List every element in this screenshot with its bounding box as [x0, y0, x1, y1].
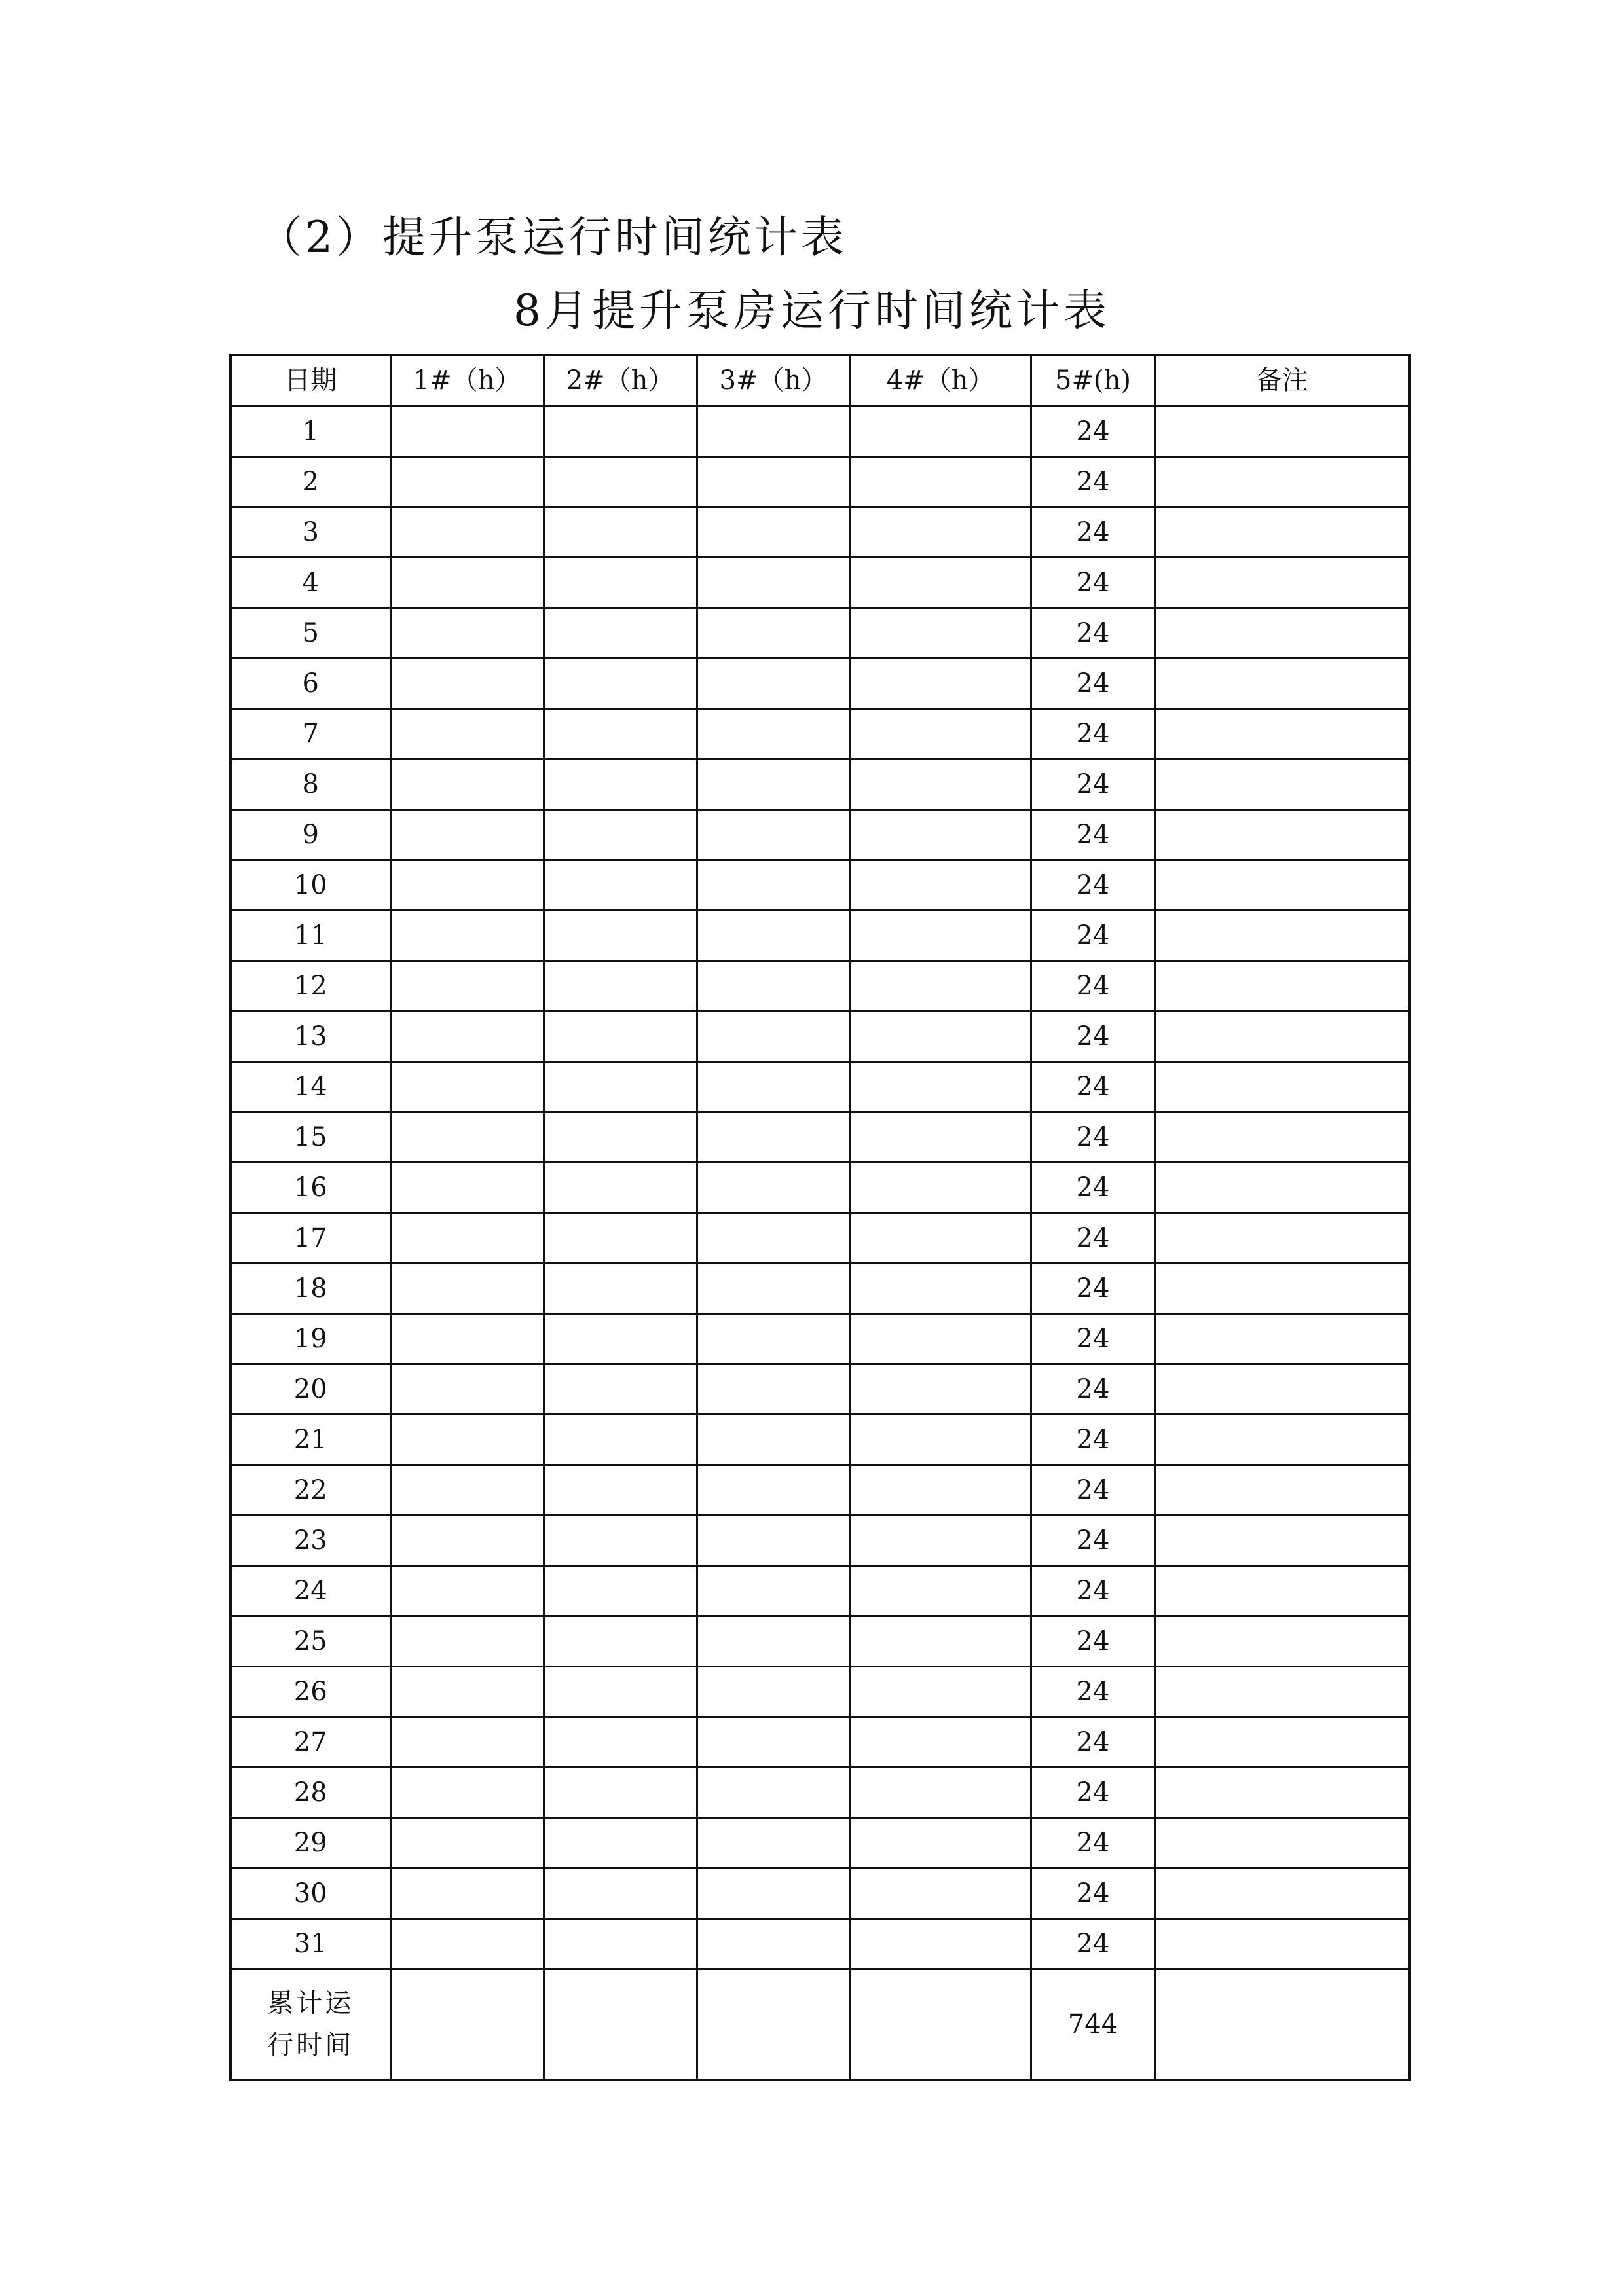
pump-3-cell	[697, 960, 850, 1011]
date-cell: 4	[231, 557, 390, 608]
pump-5-cell: 24	[1031, 1918, 1155, 1969]
header-pump-5: 5#(h)	[1031, 355, 1155, 406]
remarks-cell	[1155, 1414, 1409, 1465]
pump-1-cell	[390, 1616, 544, 1666]
pump-3-cell	[697, 1061, 850, 1112]
pump-1-cell	[390, 557, 544, 608]
pump-4-cell	[850, 1918, 1031, 1969]
pump-2-cell	[544, 1565, 697, 1616]
pump-1-cell	[390, 1414, 544, 1465]
pump-4-cell	[850, 1817, 1031, 1868]
pump-5-cell: 24	[1031, 910, 1155, 960]
pump-2-cell	[544, 1162, 697, 1212]
header-date: 日期	[231, 355, 390, 406]
remarks-cell	[1155, 456, 1409, 507]
pump-3-cell	[697, 1817, 850, 1868]
pump-5-cell: 24	[1031, 1414, 1155, 1465]
pump-5-cell: 24	[1031, 1061, 1155, 1112]
pump-1-cell	[390, 910, 544, 960]
date-cell: 31	[231, 1918, 390, 1969]
pump-5-cell: 24	[1031, 1868, 1155, 1918]
remarks-cell	[1155, 1565, 1409, 1616]
remarks-cell	[1155, 708, 1409, 759]
table-row	[231, 1767, 1409, 1817]
pump-4-cell	[850, 1263, 1031, 1313]
pump-2-cell	[544, 1061, 697, 1112]
pump-2-cell	[544, 1465, 697, 1515]
date-cell: 23	[231, 1515, 390, 1565]
pump-4-cell	[850, 1666, 1031, 1717]
date-cell: 18	[231, 1263, 390, 1313]
pump-5-cell: 24	[1031, 608, 1155, 658]
total-row	[231, 1969, 1409, 2080]
table-row	[231, 1565, 1409, 1616]
pump-3-cell	[697, 809, 850, 860]
pump-1-cell	[390, 507, 544, 557]
pump-5-cell: 24	[1031, 406, 1155, 456]
remarks-cell	[1155, 860, 1409, 910]
pump-4-cell	[850, 1162, 1031, 1212]
pump-3-cell	[697, 608, 850, 658]
date-cell: 21	[231, 1414, 390, 1465]
table-row	[231, 1868, 1409, 1918]
pump-3-cell	[697, 1364, 850, 1414]
date-cell: 19	[231, 1313, 390, 1364]
pump-1-cell	[390, 456, 544, 507]
pump-5-cell: 24	[1031, 456, 1155, 507]
pump-2-cell	[544, 1868, 697, 1918]
table-row	[231, 1263, 1409, 1313]
pump-4-cell	[850, 557, 1031, 608]
table-row	[231, 557, 1409, 608]
date-cell: 24	[231, 1565, 390, 1616]
pump-1-cell	[390, 1212, 544, 1263]
table-row	[231, 1162, 1409, 1212]
date-cell: 8	[231, 759, 390, 809]
table-row	[231, 1212, 1409, 1263]
remarks-cell	[1155, 1061, 1409, 1112]
pump-4-cell	[850, 406, 1031, 456]
pump-2-cell	[544, 1263, 697, 1313]
pump-4-cell	[850, 1616, 1031, 1666]
date-cell: 30	[231, 1868, 390, 1918]
table-row	[231, 1061, 1409, 1112]
pump-1-cell	[390, 1364, 544, 1414]
remarks-cell	[1155, 809, 1409, 860]
date-cell: 5	[231, 608, 390, 658]
pump-5-cell: 24	[1031, 809, 1155, 860]
pump-5-cell: 24	[1031, 507, 1155, 557]
pump-runtime-table	[229, 354, 1411, 2081]
pump-5-cell: 24	[1031, 1263, 1155, 1313]
date-cell: 27	[231, 1717, 390, 1767]
table-row	[231, 809, 1409, 860]
pump-1-cell	[390, 658, 544, 708]
total-cell	[1155, 1969, 1409, 2080]
pump-2-cell	[544, 1817, 697, 1868]
table-row	[231, 960, 1409, 1011]
table-row	[231, 860, 1409, 910]
pump-2-cell	[544, 1918, 697, 1969]
pump-1-cell	[390, 960, 544, 1011]
pump-5-cell: 24	[1031, 1616, 1155, 1666]
pump-5-cell: 24	[1031, 960, 1155, 1011]
header-pump-1: 1#（h）	[390, 355, 544, 406]
table-row	[231, 1112, 1409, 1162]
table-row	[231, 1918, 1409, 1969]
header-pump-2: 2#（h）	[544, 355, 697, 406]
date-cell: 10	[231, 860, 390, 910]
pump-2-cell	[544, 608, 697, 658]
pump-2-cell	[544, 759, 697, 809]
pump-1-cell	[390, 708, 544, 759]
pump-5-cell: 24	[1031, 1011, 1155, 1061]
total-label: 累计运行时间	[267, 1988, 354, 2060]
table-row	[231, 608, 1409, 658]
date-cell: 6	[231, 658, 390, 708]
date-cell: 29	[231, 1817, 390, 1868]
pump-2-cell	[544, 1767, 697, 1817]
pump-1-cell	[390, 406, 544, 456]
pump-5-cell: 24	[1031, 1565, 1155, 1616]
pump-2-cell	[544, 1515, 697, 1565]
pump-1-cell	[390, 1061, 544, 1112]
table-row	[231, 759, 1409, 809]
pump-2-cell	[544, 1011, 697, 1061]
total-label-cell	[231, 1969, 390, 2080]
table-row	[231, 708, 1409, 759]
pump-3-cell	[697, 557, 850, 608]
pump-1-cell	[390, 1263, 544, 1313]
header-pump-4: 4#（h）	[850, 355, 1031, 406]
date-cell: 17	[231, 1212, 390, 1263]
pump-5-cell: 24	[1031, 860, 1155, 910]
table-row	[231, 1717, 1409, 1767]
pump-3-cell	[697, 860, 850, 910]
date-cell: 25	[231, 1616, 390, 1666]
pump-3-cell	[697, 1717, 850, 1767]
pump-5-cell: 24	[1031, 1112, 1155, 1162]
pump-1-cell	[390, 1465, 544, 1515]
date-cell: 14	[231, 1061, 390, 1112]
remarks-cell	[1155, 1717, 1409, 1767]
pump-3-cell	[697, 1616, 850, 1666]
table-row	[231, 1817, 1409, 1868]
pump-4-cell	[850, 1313, 1031, 1364]
table-row	[231, 507, 1409, 557]
remarks-cell	[1155, 1011, 1409, 1061]
pump-2-cell	[544, 1717, 697, 1767]
pump-5-cell: 24	[1031, 759, 1155, 809]
pump-4-cell	[850, 1565, 1031, 1616]
pump-2-cell	[544, 708, 697, 759]
date-cell: 7	[231, 708, 390, 759]
pump-5-cell: 24	[1031, 1767, 1155, 1817]
pump-3-cell	[697, 1666, 850, 1717]
pump-3-cell	[697, 658, 850, 708]
pump-4-cell	[850, 860, 1031, 910]
remarks-cell	[1155, 406, 1409, 456]
pump-4-cell	[850, 507, 1031, 557]
pump-3-cell	[697, 1515, 850, 1565]
pump-1-cell	[390, 809, 544, 860]
pump-4-cell	[850, 1364, 1031, 1414]
pump-5-cell: 24	[1031, 1666, 1155, 1717]
pump-1-cell	[390, 1162, 544, 1212]
remarks-cell	[1155, 608, 1409, 658]
pump-2-cell	[544, 910, 697, 960]
pump-1-cell	[390, 608, 544, 658]
pump-4-cell	[850, 759, 1031, 809]
date-cell: 20	[231, 1364, 390, 1414]
remarks-cell	[1155, 1666, 1409, 1717]
table-row	[231, 910, 1409, 960]
date-cell: 22	[231, 1465, 390, 1515]
pump-3-cell	[697, 1414, 850, 1465]
pump-5-cell: 24	[1031, 1162, 1155, 1212]
total-cell	[390, 1969, 544, 2080]
pump-4-cell	[850, 456, 1031, 507]
remarks-cell	[1155, 1515, 1409, 1565]
pump-1-cell	[390, 1565, 544, 1616]
date-cell: 15	[231, 1112, 390, 1162]
total-cell	[544, 1969, 697, 2080]
pump-2-cell	[544, 406, 697, 456]
pump-1-cell	[390, 1313, 544, 1364]
pump-3-cell	[697, 759, 850, 809]
pump-4-cell	[850, 708, 1031, 759]
table-row	[231, 1414, 1409, 1465]
date-cell: 11	[231, 910, 390, 960]
pump-5-cell: 24	[1031, 1313, 1155, 1364]
remarks-cell	[1155, 1162, 1409, 1212]
remarks-cell	[1155, 1212, 1409, 1263]
remarks-cell	[1155, 910, 1409, 960]
pump-4-cell	[850, 1112, 1031, 1162]
pump-3-cell	[697, 1313, 850, 1364]
pump-1-cell	[390, 1666, 544, 1717]
pump-4-cell	[850, 1414, 1031, 1465]
pump-5-cell: 24	[1031, 1465, 1155, 1515]
pump-2-cell	[544, 1212, 697, 1263]
date-cell: 13	[231, 1011, 390, 1061]
date-cell: 1	[231, 406, 390, 456]
pump-4-cell	[850, 1868, 1031, 1918]
pump-1-cell	[390, 1112, 544, 1162]
remarks-cell	[1155, 1868, 1409, 1918]
pump-2-cell	[544, 1112, 697, 1162]
pump-5-cell: 24	[1031, 1212, 1155, 1263]
pump-3-cell	[697, 1918, 850, 1969]
table-row	[231, 1313, 1409, 1364]
header-remarks: 备注	[1155, 355, 1409, 406]
remarks-cell	[1155, 1465, 1409, 1515]
pump-2-cell	[544, 1616, 697, 1666]
table-row	[231, 1515, 1409, 1565]
pump-5-cell: 24	[1031, 658, 1155, 708]
remarks-cell	[1155, 1817, 1409, 1868]
table-row	[231, 1465, 1409, 1515]
remarks-cell	[1155, 1364, 1409, 1414]
pump-3-cell	[697, 708, 850, 759]
pump-3-cell	[697, 1263, 850, 1313]
pump-4-cell	[850, 1767, 1031, 1817]
remarks-cell	[1155, 1112, 1409, 1162]
pump-1-cell	[390, 860, 544, 910]
table-title: 8月提升泵房运行时间统计表	[513, 285, 1111, 336]
table-row	[231, 406, 1409, 456]
remarks-cell	[1155, 1616, 1409, 1666]
pump-2-cell	[544, 1666, 697, 1717]
pump-4-cell	[850, 1465, 1031, 1515]
table-row	[231, 1616, 1409, 1666]
table-header-row	[231, 355, 1409, 406]
pump-4-cell	[850, 1061, 1031, 1112]
pump-3-cell	[697, 1767, 850, 1817]
pump-2-cell	[544, 1313, 697, 1364]
pump-3-cell	[697, 1868, 850, 1918]
pump-3-cell	[697, 456, 850, 507]
total-pump-5-cell: 744	[1031, 1969, 1155, 2080]
date-cell: 9	[231, 809, 390, 860]
pump-3-cell	[697, 507, 850, 557]
pump-2-cell	[544, 809, 697, 860]
date-cell: 26	[231, 1666, 390, 1717]
pump-3-cell	[697, 1112, 850, 1162]
pump-3-cell	[697, 1565, 850, 1616]
remarks-cell	[1155, 658, 1409, 708]
pump-5-cell: 24	[1031, 557, 1155, 608]
pump-2-cell	[544, 1364, 697, 1414]
pump-1-cell	[390, 1918, 544, 1969]
remarks-cell	[1155, 960, 1409, 1011]
pump-2-cell	[544, 456, 697, 507]
header-pump-3: 3#（h）	[697, 355, 850, 406]
pump-5-cell: 24	[1031, 1515, 1155, 1565]
pump-5-cell: 24	[1031, 1817, 1155, 1868]
pump-3-cell	[697, 406, 850, 456]
pump-2-cell	[544, 658, 697, 708]
pump-4-cell	[850, 1212, 1031, 1263]
pump-5-cell: 24	[1031, 1364, 1155, 1414]
remarks-cell	[1155, 1263, 1409, 1313]
pump-2-cell	[544, 860, 697, 910]
section-heading: （2）提升泵运行时间统计表	[259, 212, 847, 263]
pump-4-cell	[850, 1515, 1031, 1565]
total-cell	[697, 1969, 850, 2080]
date-cell: 12	[231, 960, 390, 1011]
pump-4-cell	[850, 608, 1031, 658]
pump-4-cell	[850, 658, 1031, 708]
pump-3-cell	[697, 910, 850, 960]
total-cell	[850, 1969, 1031, 2080]
pump-1-cell	[390, 759, 544, 809]
pump-3-cell	[697, 1011, 850, 1061]
date-cell: 2	[231, 456, 390, 507]
remarks-cell	[1155, 557, 1409, 608]
pump-3-cell	[697, 1465, 850, 1515]
date-cell: 16	[231, 1162, 390, 1212]
pump-4-cell	[850, 809, 1031, 860]
remarks-cell	[1155, 1918, 1409, 1969]
pump-5-cell: 24	[1031, 708, 1155, 759]
pump-4-cell	[850, 960, 1031, 1011]
table-row	[231, 456, 1409, 507]
pump-1-cell	[390, 1717, 544, 1767]
table-row	[231, 1666, 1409, 1717]
pump-2-cell	[544, 557, 697, 608]
remarks-cell	[1155, 1767, 1409, 1817]
pump-1-cell	[390, 1817, 544, 1868]
pump-4-cell	[850, 910, 1031, 960]
pump-4-cell	[850, 1011, 1031, 1061]
pump-1-cell	[390, 1767, 544, 1817]
pump-2-cell	[544, 960, 697, 1011]
table-row	[231, 1364, 1409, 1414]
pump-1-cell	[390, 1515, 544, 1565]
pump-1-cell	[390, 1011, 544, 1061]
pump-2-cell	[544, 507, 697, 557]
remarks-cell	[1155, 1313, 1409, 1364]
pump-3-cell	[697, 1162, 850, 1212]
pump-5-cell: 24	[1031, 1717, 1155, 1767]
pump-1-cell	[390, 1868, 544, 1918]
pump-3-cell	[697, 1212, 850, 1263]
pump-2-cell	[544, 1414, 697, 1465]
table-row	[231, 658, 1409, 708]
date-cell: 3	[231, 507, 390, 557]
date-cell: 28	[231, 1767, 390, 1817]
remarks-cell	[1155, 759, 1409, 809]
table-row	[231, 1011, 1409, 1061]
pump-4-cell	[850, 1717, 1031, 1767]
remarks-cell	[1155, 507, 1409, 557]
